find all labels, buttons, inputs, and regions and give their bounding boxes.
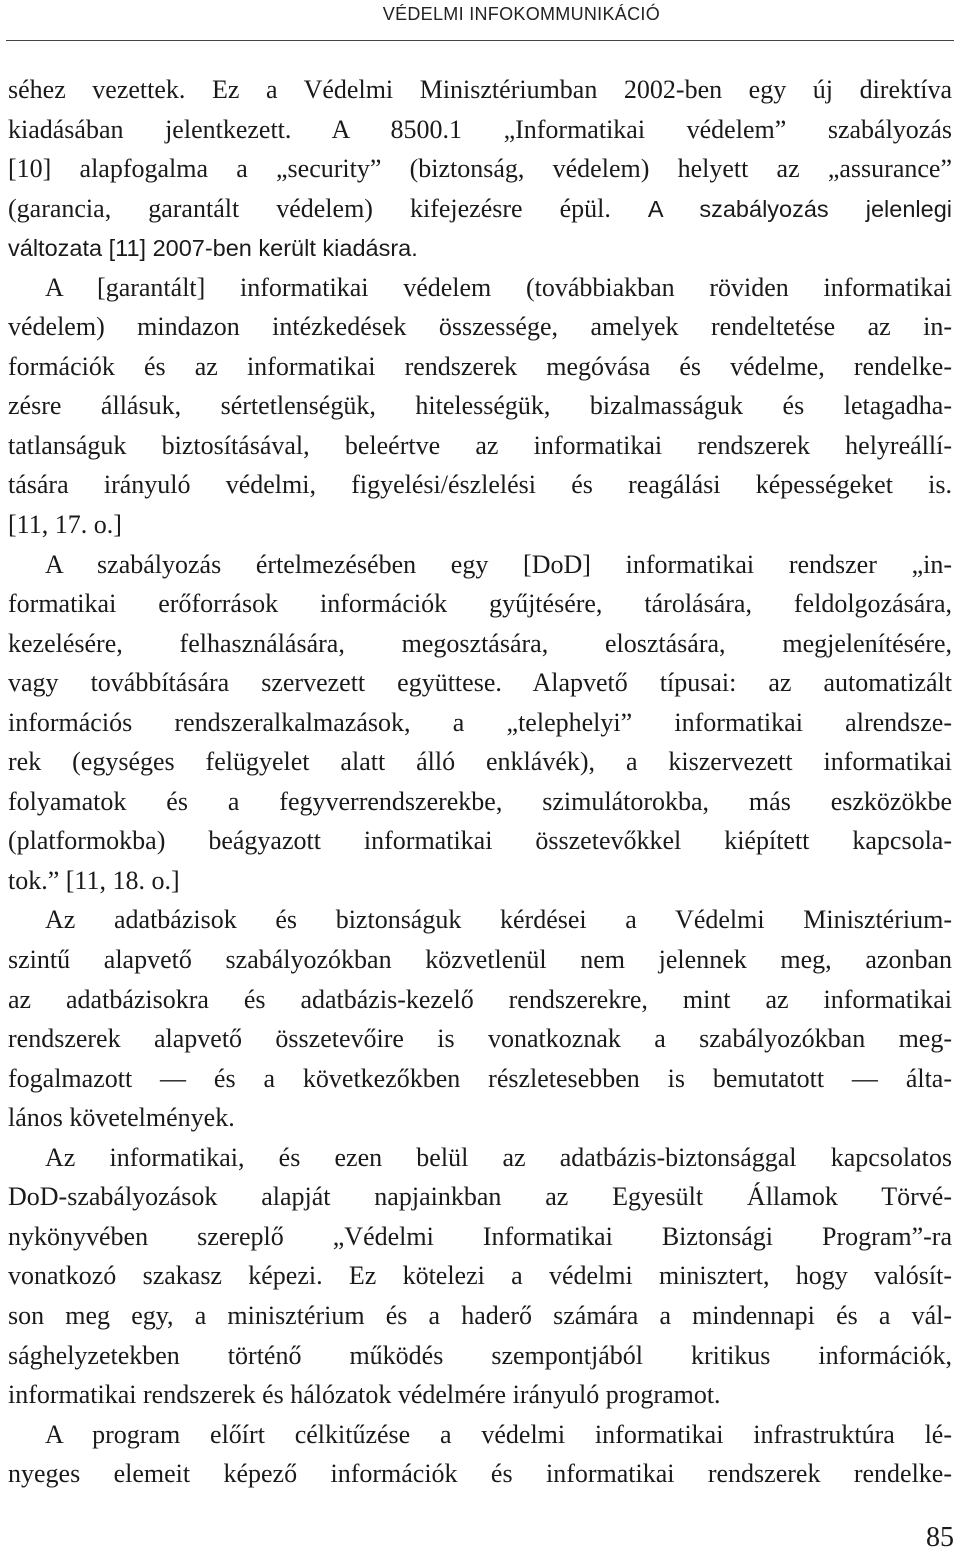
text-line: séhez vezettek. Ez a Védelmi Minisztériumban 2002-ben egy új direktíva xyxy=(8,75,952,104)
text-line-sans xyxy=(8,228,952,268)
text-line: fogalmazott — és a következőkben részletesebben is bemutatott — álta- xyxy=(8,1063,952,1093)
text-line: rek (egységes felügyelet alatt álló enklávék), a kiszervezett informatikai xyxy=(8,747,952,777)
text-line: tatlanságuk biztosításával, beleértve az informatikai rendszerek helyreállí- xyxy=(8,430,952,460)
text-line-last: informatikai rendszerek és hálózatok védelmére irányuló programot. xyxy=(8,1380,721,1410)
text-line: nykönyvében szereplő „Védelmi Informatikai Biztonsági Program”-ra xyxy=(8,1221,952,1251)
paragraph-first-line: Az informatikai, és ezen belül az adatbázis-biztonsággal kapcsolatos xyxy=(45,1142,952,1172)
text-line: információs rendszeralkalmazások, a „telephelyi” informatikai alrendsze- xyxy=(8,707,952,737)
text-line-last: [11, 17. o.] xyxy=(8,510,122,540)
text-line: vonatkozó szakasz képezi. Ez kötelezi a védelmi minisztert, hogy valósít- xyxy=(8,1261,952,1291)
text-line: tására irányuló védelmi, figyelési/észlelési és reagálási képességeket is. xyxy=(8,470,952,500)
text-line: folyamatok és a fegyverrendszerekbe, szimulátorokba, más eszközökbe xyxy=(8,786,952,816)
text-line: kezelésére, felhasználására, megosztására, elosztására, megjelenítésére, xyxy=(8,628,952,658)
text-segment: (garancia, garantált védelem) kifejezésre épül. xyxy=(8,193,611,223)
page-body xyxy=(8,70,952,1494)
text-line-last: lános követelmények. xyxy=(8,1103,235,1133)
running-header: VÉDELMI INFOKOMMUNIKÁCIÓ xyxy=(382,4,660,24)
text-line: nyeges elemeit képező információk és informatikai rendszerek rendelke- xyxy=(8,1459,952,1489)
text-line: (platformokba) beágyazott informatikai összetevőkkel kiépített kapcsola- xyxy=(8,826,952,856)
text-line: vagy továbbítására szervezett együttese. Alapvető típusai: az automatizált xyxy=(8,668,952,698)
text-line: zésre állásuk, sértetlenségük, hitelességük, bizalmasságuk és letagadha- xyxy=(8,391,952,421)
paragraph-first-line: A [garantált] informatikai védelem (továbbiakban röviden informatikai xyxy=(45,272,952,302)
text-line: szintű alapvető szabályozókban közvetlenül nem jelennek meg, azonban xyxy=(8,945,952,975)
paragraph-first-line: A szabályozás értelmezésében egy [DoD] informatikai rendszer „in- xyxy=(45,549,952,579)
text-line: son meg egy, a minisztérium és a haderő számára a mindennapi és a vál- xyxy=(8,1300,952,1330)
text-line: formációk és az informatikai rendszerek megóvása és védelme, rendelke- xyxy=(8,351,952,381)
text-line-last: tok.” [11, 18. o.] xyxy=(8,865,180,895)
paragraph-first-line: A program előírt célkitűzése a védelmi informatikai infrastruktúra lé- xyxy=(45,1419,952,1449)
text-line: formatikai erőforrások információk gyűjtésére, tárolására, feldolgozására, xyxy=(8,589,952,619)
text-segment-sans: változata [11] 2007-ben került kiadásra. xyxy=(8,235,418,262)
header-rule xyxy=(6,40,954,41)
text-line: kiadásában jelentkezett. A 8500.1 „Informatikai védelem” szabályozás xyxy=(8,114,952,144)
text-segment-sans: A szabályozás jelenlegi xyxy=(647,195,952,222)
text-line: sághelyzetekben történő működés szempontjából kritikus információk, xyxy=(8,1340,952,1370)
paragraph-first-line: Az adatbázisok és biztonságuk kérdései a Védelmi Minisztérium- xyxy=(45,905,952,935)
text-line: rendszerek alapvető összetevőire is vonatkoznak a szabályozókban meg- xyxy=(8,1024,952,1054)
text-line: [10] alapfogalma a „security” (biztonság, védelem) helyett az „assurance” xyxy=(8,154,952,184)
text-line: védelem) mindazon intézkedések összessége, amelyek rendeltetése az in- xyxy=(8,312,952,342)
text-line: DoD-szabályozások alapját napjainkban az Egyesült Államok Törvé- xyxy=(8,1182,952,1212)
page-number: 85 xyxy=(926,1522,954,1553)
text-line: az adatbázisokra és adatbázis-kezelő rendszerekre, mint az informatikai xyxy=(8,984,952,1014)
text-line-mixed-font xyxy=(8,189,952,229)
